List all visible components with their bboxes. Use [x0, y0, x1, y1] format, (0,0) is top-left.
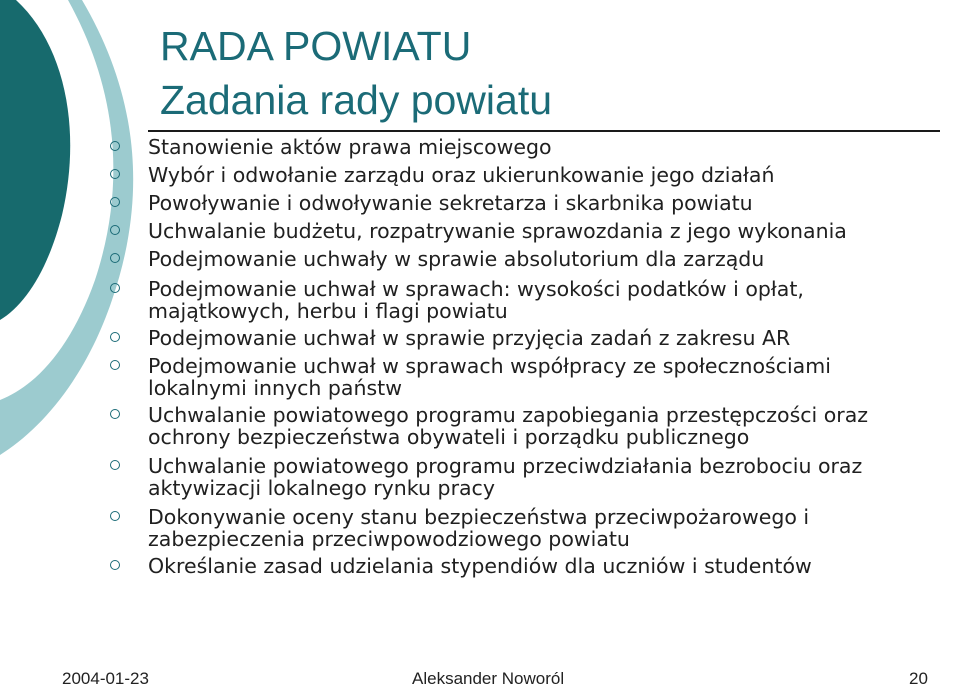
bullet-circle-icon	[110, 197, 120, 207]
bullet-circle-icon	[110, 560, 120, 570]
slide-title: RADA POWIATU	[160, 23, 472, 69]
list-item: Dokonywanie oceny stanu bezpieczeństwa przeciwpożarowego i zabezpieczenia przeciwpowodziowego powiatu	[112, 506, 952, 550]
list-item: Wybór i odwołanie zarządu oraz ukierunkowanie jego działań	[112, 164, 952, 186]
bullet-circle-icon	[110, 360, 120, 370]
list-item: Uchwalanie budżetu, rozpatrywanie sprawozdania z jego wykonania	[112, 220, 952, 242]
list-item: Podejmowanie uchwał w sprawach: wysokości podatków i opłat, majątkowych, herbu i flagi powiatu	[112, 278, 952, 322]
list-item: Uchwalanie powiatowego programu zapobiegania przestępczości oraz ochrony bezpieczeństwa obywateli i porządku publicznego	[112, 404, 952, 448]
title-divider	[148, 130, 940, 132]
list-item: Podejmowanie uchwał w sprawie przyjęcia zadań z zakresu AR	[112, 327, 952, 349]
bullet-circle-icon	[110, 283, 120, 293]
list-item: Podejmowanie uchwał w sprawach współpracy ze społecznościami lokalnymi innych państw	[112, 355, 952, 399]
list-item: Stanowienie aktów prawa miejscowego	[112, 136, 952, 158]
bullet-circle-icon	[110, 409, 120, 419]
list-item: Powoływanie i odwoływanie sekretarza i skarbnika powiatu	[112, 192, 952, 214]
list-item: Określanie zasad udzielania stypendiów dla uczniów i studentów	[112, 555, 952, 577]
bullet-circle-icon	[110, 225, 120, 235]
bullet-circle-icon	[110, 332, 120, 342]
slide-subtitle: Zadania rady powiatu	[160, 77, 553, 123]
bullet-circle-icon	[110, 141, 120, 151]
bullet-circle-icon	[110, 253, 120, 263]
bullet-circle-icon	[110, 511, 120, 521]
footer-author: Aleksander Noworól	[412, 669, 565, 688]
list-item: Uchwalanie powiatowego programu przeciwdziałania bezrobociu oraz aktywizacji lokalnego rynku pracy	[112, 455, 952, 499]
footer-date: 2004-01-23	[62, 669, 149, 688]
bullet-circle-icon	[110, 460, 120, 470]
bullet-circle-icon	[110, 169, 120, 179]
page-number: 20	[909, 669, 928, 688]
list-item: Podejmowanie uchwały w sprawie absolutorium dla zarządu	[112, 248, 952, 270]
